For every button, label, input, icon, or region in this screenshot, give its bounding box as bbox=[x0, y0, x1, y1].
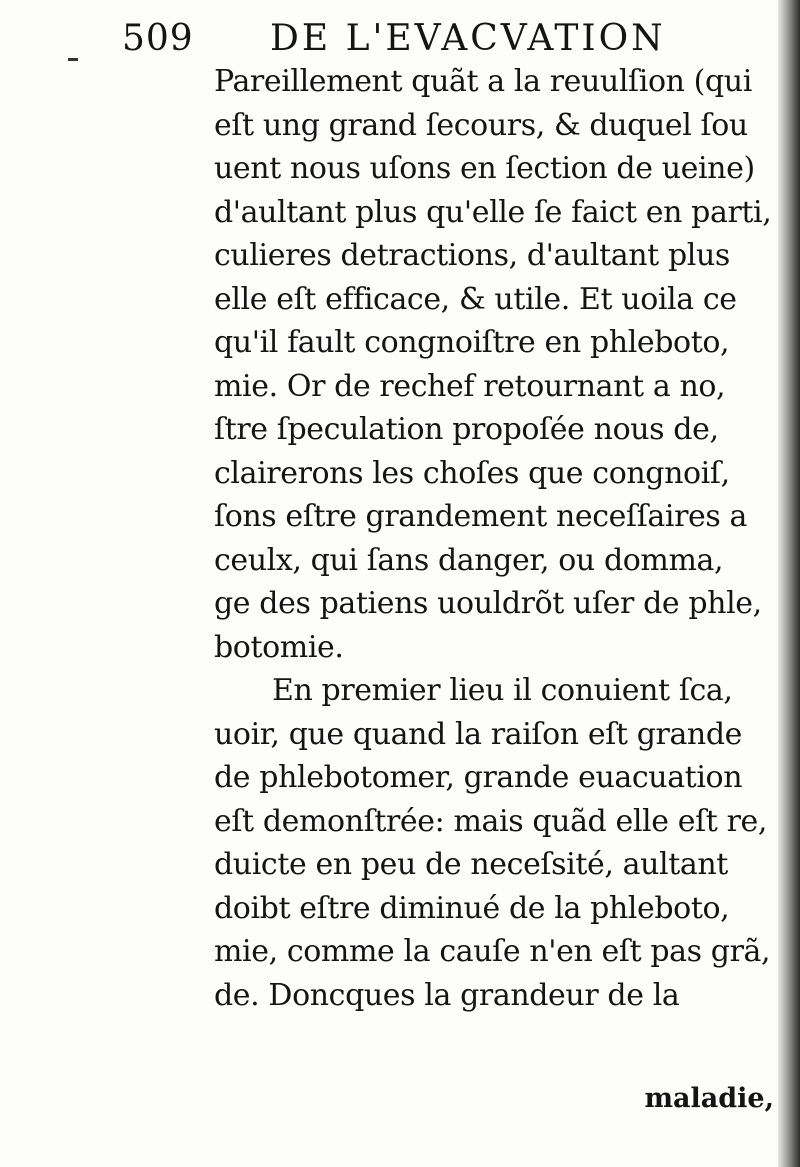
page-number: 509 bbox=[122, 18, 194, 59]
text-line: qu'il fault congnoiſtre en phleboto, bbox=[214, 325, 730, 360]
text-line: eſt ung grand ſecours, & duquel ſou bbox=[214, 107, 748, 143]
text-line: ſtre ſpeculation propoſée nous de, bbox=[214, 412, 719, 447]
text-line: culieres detractions, d'aultant plus bbox=[214, 238, 730, 273]
text-line: doibt eſtre diminué de la phleboto, bbox=[214, 890, 730, 926]
text-line: duicte en peu de neceſsité, aultant bbox=[214, 847, 728, 882]
text-line: mie. Or de rechef retournant a no, bbox=[214, 368, 726, 404]
text-line: elle eſt efficace, & utile. Et uoila ce bbox=[214, 281, 737, 317]
text-line: de. Doncques la grandeur de la bbox=[214, 977, 680, 1013]
text-line: uoir, que quand la raiſon eſt grande bbox=[214, 716, 743, 752]
text-line: ſons eſtre grandement neceſſaires a bbox=[214, 499, 748, 534]
page-header bbox=[0, 8, 780, 68]
text-line: de phlebotomer, grande euacuation bbox=[214, 760, 743, 795]
text-line: clairerons les choſes que congnoiſ, bbox=[214, 455, 730, 491]
text-line-paragraph-start: En premier lieu il conuient ſca, bbox=[272, 673, 733, 708]
text-line: Pareillement quãt a la reuulſion (qui bbox=[214, 64, 752, 99]
body-text bbox=[214, 60, 788, 1017]
text-line: uent nous uſons en ſection de ueine) bbox=[214, 151, 755, 186]
text-line: ge des patiens uouldrõt uſer de phle, bbox=[214, 586, 762, 621]
text-line: ceulx, qui ſans danger, ou domma, bbox=[214, 542, 724, 578]
catchword: maladie, bbox=[644, 1083, 774, 1114]
text-line: mie, comme la cauſe n'en eſt pas grã, bbox=[214, 934, 771, 969]
text-line: eſt demonſtrée: mais quãd elle eſt re, bbox=[214, 803, 768, 839]
text-line: d'aultant plus qu'elle ſe faict en parti, bbox=[214, 194, 772, 230]
text-line: botomie. bbox=[214, 629, 344, 665]
running-head: DE L'EVACVATION bbox=[270, 18, 666, 59]
